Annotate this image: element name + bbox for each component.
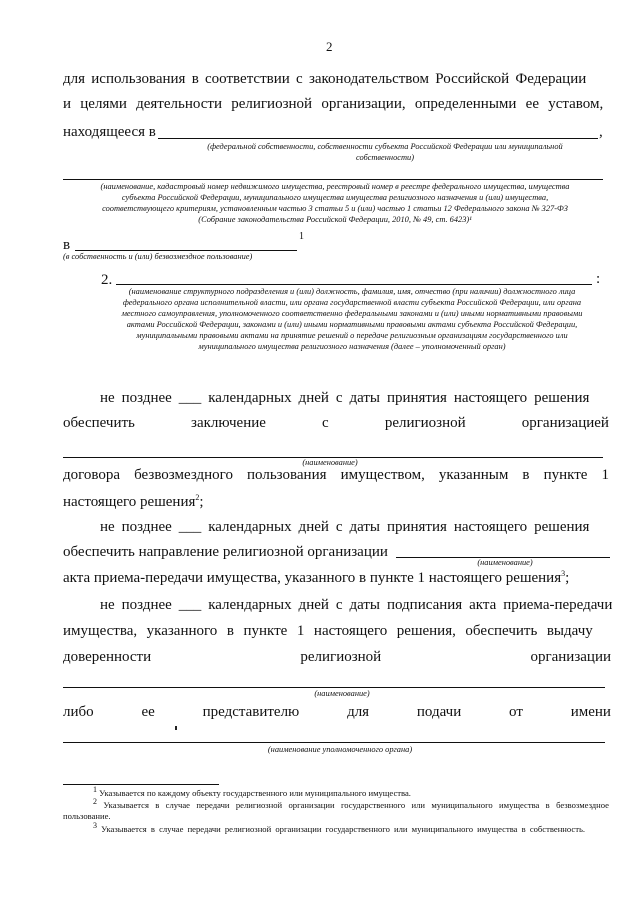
block3-l4-word-1: ее (141, 704, 155, 720)
block3-line4 (63, 703, 611, 721)
block1-line2 (63, 414, 609, 432)
block1-l3-word-7: 1 (601, 467, 609, 483)
footnote-ref-3: 3 (561, 569, 566, 578)
footnote-2-mark: 2 (93, 797, 97, 807)
caption-ownership: (федеральной собственности, собственности субъекта Российской Федерации или муниципальной собственности) (207, 142, 563, 162)
block2-caption: (наименование) (477, 558, 533, 567)
block3-l4-word-4: подачи (416, 704, 462, 720)
in-footnote-mark: 1 (299, 231, 304, 242)
block3-l3-word-0: доверенности (63, 649, 152, 665)
caption-authority: (наименование структурного подразделения и (или) должность, фамилия, имя, отчество (при наличии) должностного лица федерального органа исполнительной власти, или органа государственной власти субъекта Российской Федерации, или органа местного самоуправления, уполномоченного соответственно федеральными законами и (или) иными нормативными правовыми актами Российской Федерации, законами и (или) иными нормативными правовыми актами субъекта Российской Федерации, муниципальными правовыми актами на принятие решений о передаче религиозным организациям государственного или муниципального имущества религиозного назначения (далее – уполномоченный орган) (121, 287, 583, 351)
footnote-2-text: Указывается в случае передачи религиозной организации государственного или муниципального имущества в безвозмездное пользование. (63, 800, 609, 821)
footnote-2 (63, 797, 609, 822)
block1-l3-word-5: в (522, 467, 530, 483)
block2-line3-end: ; (565, 570, 570, 586)
block3-l4-word-3: для (347, 704, 370, 720)
footnote-3-text: Указывается в случае передачи религиозной организации государственного или муниципального имущества в собственность. (101, 824, 586, 834)
block3-caption1: (наименование) (314, 689, 370, 698)
para1-line1: для использования в соответствии с законодательством Российской Федерации (63, 71, 587, 87)
block1-word-4: организацией (521, 415, 609, 431)
block1-word-3: религиозной (384, 415, 466, 431)
block3-l4-word-0: либо (63, 704, 94, 720)
block3-line3 (63, 648, 611, 666)
block1-l3-word-3: имуществом, (340, 467, 425, 483)
para1-line3-prefix: находящееся в (63, 124, 156, 140)
block1-l3-word-4: указанным (438, 467, 509, 483)
block3-authority-blank-line (63, 742, 605, 743)
footnote-3 (63, 821, 609, 835)
property-blank-line (63, 179, 603, 180)
block3-line1: не позднее ___ календарных дней с даты подписания акта приема-передачи (100, 597, 613, 613)
block1-line4-text: настоящего решения (63, 494, 196, 510)
footnote-1 (63, 785, 609, 799)
block1-l3-word-2: пользования (247, 467, 327, 483)
footnote-separator (63, 784, 219, 785)
block1-line4 (63, 493, 204, 511)
block2-line1: не позднее ___ календарных дней с даты принятия настоящего решения (100, 519, 590, 535)
block3-caption2: (наименование уполномоченного органа) (267, 745, 413, 754)
block3-l4-word-5: от (509, 704, 523, 720)
block3-l4-word-6: имени (570, 704, 611, 720)
item2-suffix: : (596, 271, 601, 287)
scan-speck (175, 726, 177, 730)
block1-l3-word-6: пункте (543, 467, 588, 483)
block1-l3-word-0: договора (63, 467, 121, 483)
block2-line3-text: акта приема-передачи имущества, указанного в пункте 1 настоящего решения (63, 570, 562, 586)
para1-line2: и целями деятельности религиозной организации, определенными ее уставом, (63, 96, 604, 112)
para1-line3-suffix: , (599, 124, 603, 140)
item2-blank-line (116, 284, 592, 285)
block1-word-0: обеспечить (63, 415, 135, 431)
block1-line3 (63, 466, 609, 484)
block1-caption: (наименование) (302, 458, 358, 467)
footnote-1-text: Указывается по каждому объекту государственного или муниципального имущества. (99, 788, 411, 798)
footnote-1-mark: 1 (93, 785, 97, 795)
block2-line2: обеспечить направление религиозной организации (63, 544, 388, 560)
in-prefix: в (63, 237, 71, 253)
item2-number: 2. (101, 272, 113, 288)
block3-l3-word-1: религиозной (300, 649, 382, 665)
block2-line3 (63, 569, 569, 587)
block1-word-1: заключение (191, 415, 266, 431)
block1-line4-end: ; (199, 494, 204, 510)
block1-word-2: с (322, 415, 329, 431)
footnote-ref-2: 2 (195, 493, 200, 502)
caption-in-ownership: (в собственность и (или) безвозмездное пользование) (63, 252, 253, 261)
block3-line2: имущества, указанного в пункте 1 настоящего решения, обеспечить выдачу (63, 623, 593, 639)
ownership-blank-line (158, 138, 598, 139)
page-number: 2 (326, 39, 333, 54)
block1-l3-word-1: безвозмездного (134, 467, 233, 483)
block3-l4-word-2: представителю (202, 704, 300, 720)
footnote-3-mark: 3 (93, 821, 97, 831)
block1-line1: не позднее ___ календарных дней с даты принятия настоящего решения (100, 390, 590, 406)
caption-property: (наименование, кадастровый номер недвижимого имущества, реестровый номер в реестре федерального имущества, имущества субъекта Российской Федерации, муниципального имущества имущества религиозного назначения и (или) имущества, соответствующего критериям, установленным частью 3 статьи 5 и (или) частью 1 статьи 12 Федерального закона № 327-ФЗ (Собрание законодательства Российской Федерации, 2010, № 49, ст. 6423)¹ (100, 182, 570, 224)
block3-l3-word-2: организации (530, 649, 611, 665)
